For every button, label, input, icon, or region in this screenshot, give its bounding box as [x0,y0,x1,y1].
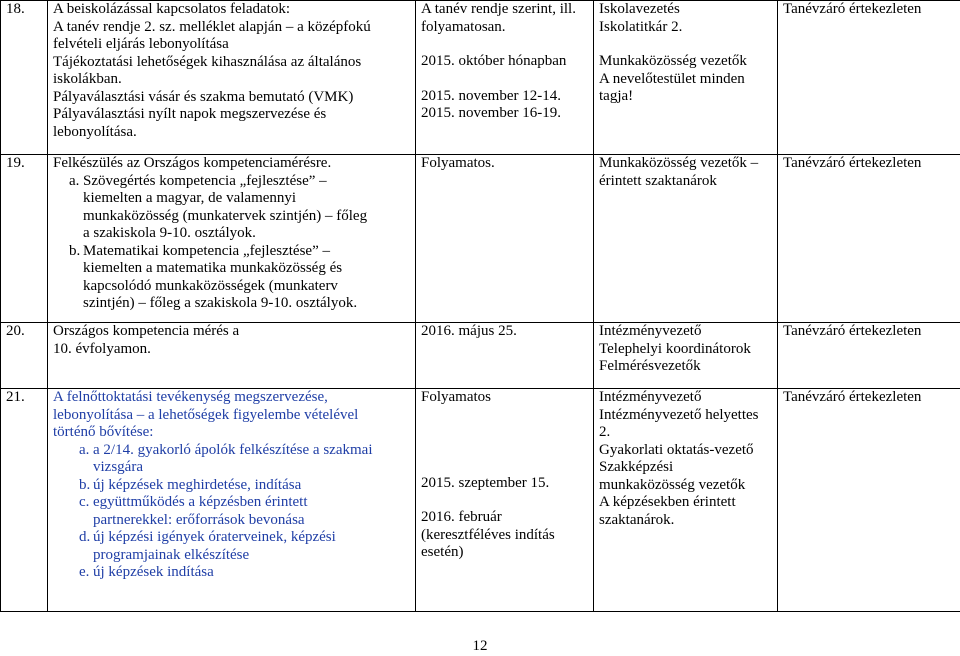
item-line: szintjén) – főleg a szakiskola 9-10. osztályok. [83,295,410,313]
task-line: Pályaválasztási nyílt napok megszervezése és [53,106,410,124]
responsible-cell [594,1,778,155]
item-line: új képzések meghirdetése, indítása [93,477,410,495]
responsible-line: Munkaközösség vezetők – [599,155,772,173]
responsible-line: tagja! [599,88,772,106]
list-item [53,564,410,582]
responsible-cell [594,155,778,323]
deadline-cell [416,389,594,612]
responsible-line: Iskolavezetés [599,1,772,19]
item-line: új képzési igények óraterveinek, képzési [93,529,410,547]
responsible-line: szaktanárok. [599,512,772,530]
task-line: felvételi eljárás lebonyolítása [53,36,410,54]
deadline-line: 2015. november 12-14. [421,88,588,106]
table-row-18 [1,1,960,155]
item-line: új képzések indítása [93,564,410,582]
item-label: a. [79,442,93,477]
item-line: vizsgára [93,459,410,477]
task-line: történő bővítése: [53,424,410,442]
deadline-line: 2015. október hónapban [421,53,588,71]
task-line: A tanév rendje 2. sz. melléklet alapján – a középfokú [53,19,410,37]
item-label: a. [69,173,83,243]
checkpoint-cell: Tanévzáró értekezleten [778,323,960,389]
deadline-line: 2015. november 16-19. [421,105,588,123]
item-line: munkaközösség (munkatervek szintjén) – főleg [83,208,410,226]
deadline-cell [416,1,594,155]
responsible-line: Intézményvezető [599,323,772,341]
responsible-line: Telephelyi koordinátorok [599,341,772,359]
task-cell [48,155,416,323]
responsible-line: érintett szaktanárok [599,173,772,191]
list-item [53,494,410,529]
item-prefix: Szövegértés kompetencia [83,173,236,189]
item-label: b. [79,477,93,495]
row-number: 19. [1,155,48,323]
item-label: e. [79,564,93,582]
responsible-line: Iskolatitkár 2. [599,19,772,37]
task-heading: A beiskolázással kapcsolatos feladatok: [53,1,410,19]
list-item: b. Matematikai kompetencia „fejlesztése” – kiemelten a matematika munkaközösség és kapcsolódó munkaközösségek (munkaterv szintjén) – főleg a szakiskola 9-10. osztályok. [53,243,410,313]
item-prefix: Matematikai kompetencia [83,243,239,259]
list-item [53,442,410,477]
checkpoint-cell: Tanévzáró értekezleten [778,1,960,155]
task-heading: Felkészülés az Országos kompetenciamérésre. [53,155,410,173]
task-line: iskolákban. [53,71,410,89]
item-line: a szakiskola 9-10. osztályok. [83,225,410,243]
responsible-line: A nevelőtestület minden [599,71,772,89]
item-label: d. [79,529,93,564]
deadline-line: folyamatosan. [421,19,588,37]
deadline-line: Folyamatos. [421,155,588,173]
item-line: programjainak elkészítése [93,547,410,565]
responsible-line: Gyakorlati oktatás-vezető [599,442,772,460]
item-label: b. [69,243,83,313]
item-label: c. [79,494,93,529]
row-number: 18. [1,1,48,155]
responsible-cell [594,389,778,612]
deadline-line: Folyamatos [421,389,588,407]
deadline-line: (keresztféléves indítás [421,527,588,545]
deadline-line: esetén) [421,544,588,562]
item-line: kiemelten a matematika munkaközösség és [83,260,410,278]
task-line: lebonyolítása. [53,124,410,142]
checkpoint-cell: Tanévzáró értekezleten [778,389,960,612]
responsible-line: munkaközösség vezetők [599,477,772,495]
task-line: Tájékoztatási lehetőségek kihasználása az általános [53,54,410,72]
task-cell [48,389,416,612]
responsible-cell [594,323,778,389]
responsible-line: Felmérésvezetők [599,358,772,376]
table-row-21 [1,389,960,612]
deadline-line: A tanév rendje szerint, ill. [421,1,588,19]
responsible-line: Szakképzési [599,459,772,477]
item-quoted: „fejlesztése” [240,173,316,189]
list-item [53,529,410,564]
row-number: 20. [1,323,48,389]
deadline-line: 2016. május 25. [421,323,588,341]
responsible-line: Intézményvezető [599,389,772,407]
item-line: kapcsolódó munkaközösségek (munkaterv [83,278,410,296]
item-line: partnerekkel: erőforrások bevonása [93,512,410,530]
responsible-line: 2. [599,424,772,442]
responsible-line: Intézményvezető helyettes [599,407,772,425]
deadline-line: 2015. szeptember 15. [421,475,588,493]
deadline-line: 2016. február [421,509,588,527]
checkpoint-cell: Tanévzáró értekezleten [778,155,960,323]
task-line: lebonyolítása – a lehetőségek figyelembe vételével [53,407,410,425]
task-cell [48,1,416,155]
item-line: együttműködés a képzésben érintett [93,494,410,512]
table-row-19 [1,155,960,323]
item-line: kiemelten a magyar, de valamennyi [83,190,410,208]
deadline-cell [416,323,594,389]
task-line: 10. évfolyamon. [53,341,410,359]
list-item: a. Szövegértés kompetencia „fejlesztése” – kiemelten a magyar, de valamennyi munkaközösség (munkatervek szintjén) – főleg a szakiskola 9-10. osztályok. [53,173,410,243]
task-line: A felnőttoktatási tevékenység megszervezése, [53,389,410,407]
item-quoted: „fejlesztése” [243,243,319,259]
table-row-20 [1,323,960,389]
task-line: Országos kompetencia mérés a [53,323,410,341]
page-number: 12 [0,638,960,656]
row-number: 21. [1,389,48,612]
task-line: Pályaválasztási vásár és szakma bemutató (VMK) [53,89,410,107]
deadline-cell [416,155,594,323]
list-item [53,477,410,495]
responsible-line: Munkaközösség vezetők [599,53,772,71]
task-cell [48,323,416,389]
responsible-line: A képzésekben érintett [599,494,772,512]
item-line: a 2/14. gyakorló ápolók felkészítése a szakmai [93,442,410,460]
